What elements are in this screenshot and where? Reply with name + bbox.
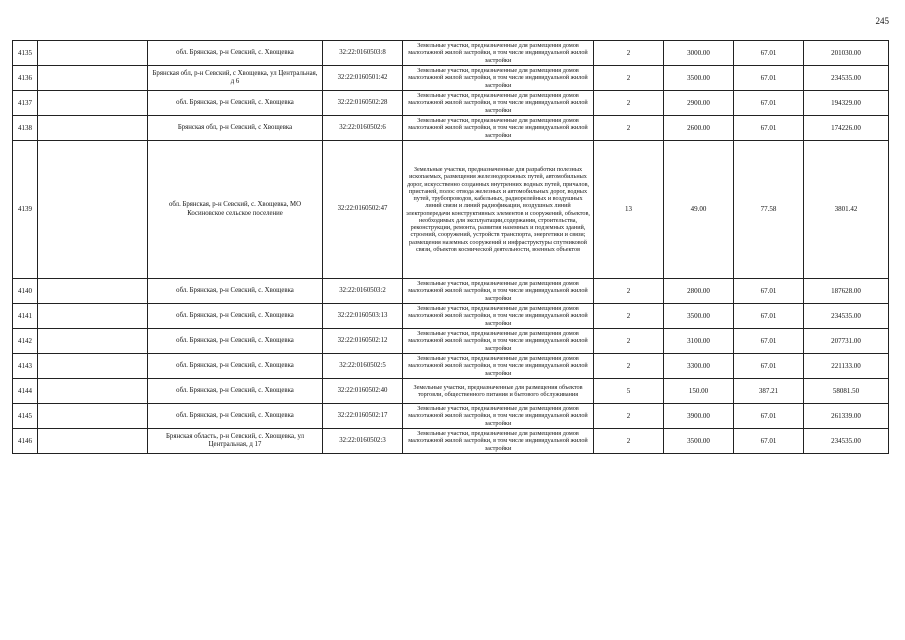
row-cadastral-number: 32:22:0160503:8 <box>323 41 403 66</box>
row-area: 2900.00 <box>664 91 734 116</box>
row-cadastral-value: 234535.00 <box>804 304 889 329</box>
row-area: 49.00 <box>664 141 734 279</box>
table-row <box>13 404 889 429</box>
row-land-purpose: Земельные участки, предназначенные для размещения домов малоэтажной жилой застройки, в том числе индивидуальной жилой застройки <box>403 329 594 354</box>
row-rate: 67.01 <box>734 41 804 66</box>
row-empty-cell <box>38 304 148 329</box>
row-address: обл. Брянская, р-н Севский, с. Хвощевка <box>148 41 323 66</box>
row-area: 3500.00 <box>664 66 734 91</box>
row-number: 4138 <box>13 116 38 141</box>
row-cadastral-number: 32:22:0160502:5 <box>323 354 403 379</box>
row-address: обл. Брянская, р-н Севский, с. Хвощевка <box>148 279 323 304</box>
row-address: обл. Брянская, р-н Севский, с. Хвощевка <box>148 354 323 379</box>
row-group: 2 <box>594 304 664 329</box>
row-number: 4144 <box>13 379 38 404</box>
row-cadastral-value: 201030.00 <box>804 41 889 66</box>
row-rate: 67.01 <box>734 91 804 116</box>
row-rate: 67.01 <box>734 429 804 454</box>
row-number: 4141 <box>13 304 38 329</box>
row-empty-cell <box>38 116 148 141</box>
row-cadastral-number: 32:22:0160503:2 <box>323 279 403 304</box>
row-land-purpose: Земельные участки, предназначенные для размещения объектов торговли, общественного питания и бытового обслуживания <box>403 379 594 404</box>
table-row <box>13 91 889 116</box>
row-land-purpose: Земельные участки, предназначенные для размещения домов малоэтажной жилой застройки, в том числе индивидуальной жилой застройки <box>403 304 594 329</box>
row-empty-cell <box>38 41 148 66</box>
row-address: Брянская область, р-н Севский, с. Хвощевка, ул Центральная, д 17 <box>148 429 323 454</box>
cadastral-value-table <box>12 40 889 454</box>
row-area: 2800.00 <box>664 279 734 304</box>
page-number: 245 <box>875 16 889 26</box>
row-group: 2 <box>594 66 664 91</box>
row-cadastral-value: 58081.50 <box>804 379 889 404</box>
row-empty-cell <box>38 329 148 354</box>
row-cadastral-number: 32:22:0160502:12 <box>323 329 403 354</box>
row-area: 2600.00 <box>664 116 734 141</box>
row-group: 2 <box>594 279 664 304</box>
row-address: обл. Брянская, р-н Севский, с. Хвощевка <box>148 329 323 354</box>
row-group: 2 <box>594 91 664 116</box>
row-empty-cell <box>38 379 148 404</box>
row-number: 4146 <box>13 429 38 454</box>
row-address: обл. Брянская, р-н Севский, с. Хвощевка <box>148 379 323 404</box>
row-empty-cell <box>38 66 148 91</box>
row-empty-cell <box>38 279 148 304</box>
row-rate: 67.01 <box>734 279 804 304</box>
row-area: 3500.00 <box>664 304 734 329</box>
row-cadastral-number: 32:22:0160501:42 <box>323 66 403 91</box>
row-rate: 67.01 <box>734 116 804 141</box>
row-land-purpose: Земельные участки, предназначенные для размещения домов малоэтажной жилой застройки, в том числе индивидуальной жилой застройки <box>403 354 594 379</box>
row-rate: 67.01 <box>734 66 804 91</box>
row-cadastral-value: 221133.00 <box>804 354 889 379</box>
row-rate: 77.58 <box>734 141 804 279</box>
row-cadastral-value: 234535.00 <box>804 66 889 91</box>
table-row <box>13 354 889 379</box>
row-number: 4137 <box>13 91 38 116</box>
table-row <box>13 279 889 304</box>
row-area: 3900.00 <box>664 404 734 429</box>
row-cadastral-value: 187628.00 <box>804 279 889 304</box>
row-group: 2 <box>594 329 664 354</box>
row-cadastral-value: 207731.00 <box>804 329 889 354</box>
row-area: 3300.00 <box>664 354 734 379</box>
row-rate: 67.01 <box>734 404 804 429</box>
row-cadastral-number: 32:22:0160502:6 <box>323 116 403 141</box>
row-address: Брянская обл, р-н Севский, с Хвощевка <box>148 116 323 141</box>
row-group: 5 <box>594 379 664 404</box>
row-cadastral-number: 32:22:0160502:3 <box>323 429 403 454</box>
row-land-purpose: Земельные участки, предназначенные для размещения домов малоэтажной жилой застройки, в том числе индивидуальной жилой застройки <box>403 279 594 304</box>
row-area: 3000.00 <box>664 41 734 66</box>
row-cadastral-number: 32:22:0160502:47 <box>323 141 403 279</box>
row-land-purpose: Земельные участки, предназначенные для размещения домов малоэтажной жилой застройки, в том числе индивидуальной жилой застройки <box>403 404 594 429</box>
row-rate: 67.01 <box>734 329 804 354</box>
row-cadastral-number: 32:22:0160503:13 <box>323 304 403 329</box>
row-land-purpose: Земельные участки, предназначенные для размещения домов малоэтажной жилой застройки, в том числе индивидуальной жилой застройки <box>403 41 594 66</box>
row-empty-cell <box>38 91 148 116</box>
table-row <box>13 304 889 329</box>
row-group: 13 <box>594 141 664 279</box>
row-area: 150.00 <box>664 379 734 404</box>
row-rate: 387.21 <box>734 379 804 404</box>
table-row <box>13 429 889 454</box>
row-number: 4143 <box>13 354 38 379</box>
row-area: 3100.00 <box>664 329 734 354</box>
row-cadastral-number: 32:22:0160502:28 <box>323 91 403 116</box>
row-number: 4140 <box>13 279 38 304</box>
row-address: обл. Брянская, р-н Севский, с. Хвощевка <box>148 91 323 116</box>
row-number: 4142 <box>13 329 38 354</box>
row-address: обл. Брянская, р-н Севский, с. Хвощевка, МО Косиновское сельское поселение <box>148 141 323 279</box>
row-group: 2 <box>594 41 664 66</box>
table-row <box>13 41 889 66</box>
row-empty-cell <box>38 429 148 454</box>
table-row <box>13 66 889 91</box>
row-land-purpose: Земельные участки, предназначенные для размещения домов малоэтажной жилой застройки, в том числе индивидуальной жилой застройки <box>403 91 594 116</box>
row-land-purpose: Земельные участки, предназначенные для размещения домов малоэтажной жилой застройки, в том числе индивидуальной жилой застройки <box>403 66 594 91</box>
table-row <box>13 379 889 404</box>
row-empty-cell <box>38 404 148 429</box>
row-group: 2 <box>594 404 664 429</box>
row-cadastral-value: 3801.42 <box>804 141 889 279</box>
row-land-purpose: Земельные участки, предназначенные для размещения домов малоэтажной жилой застройки, в том числе индивидуальной жилой застройки <box>403 429 594 454</box>
row-group: 2 <box>594 354 664 379</box>
row-rate: 67.01 <box>734 354 804 379</box>
row-group: 2 <box>594 116 664 141</box>
row-land-purpose: Земельные участки, предназначенные для разработки полезных ископаемых, размещения железнодорожных путей, автомобильных дорог, искусственно созданных внутренних водных путей, причалов, пристаней, полос отвода железных и автомобильных дорог, водных путей, трубопроводов, кабельных, радиорелейных и воздушных линий связи и линий радиофикации, воздушных линий электропередачи конструктивных элементов и сооружений, объектов, необходимых для эксплуатации,содержания, строительства, реконструкции, ремонта, развития наземных и подземных зданий, строений, сооружений, устройств транспорта, энергетики и связи; размещения наземных сооружений и инфраструктуры спутниковой связи, объектов космической деятельности, военных объектов <box>403 141 594 279</box>
row-cadastral-value: 194329.00 <box>804 91 889 116</box>
row-number: 4135 <box>13 41 38 66</box>
row-land-purpose: Земельные участки, предназначенные для размещения домов малоэтажной жилой застройки, в том числе индивидуальной жилой застройки <box>403 116 594 141</box>
row-rate: 67.01 <box>734 304 804 329</box>
row-number: 4136 <box>13 66 38 91</box>
row-cadastral-value: 234535.00 <box>804 429 889 454</box>
row-address: обл. Брянская, р-н Севский, с. Хвощевка <box>148 404 323 429</box>
table-row <box>13 141 889 279</box>
row-cadastral-value: 174226.00 <box>804 116 889 141</box>
row-address: обл. Брянская, р-н Севский, с. Хвощевка <box>148 304 323 329</box>
row-address: Брянская обл, р-н Севский, с Хвощевка, ул Центральная, д 6 <box>148 66 323 91</box>
row-number: 4139 <box>13 141 38 279</box>
table-row <box>13 329 889 354</box>
row-empty-cell <box>38 141 148 279</box>
row-cadastral-number: 32:22:0160502:17 <box>323 404 403 429</box>
row-empty-cell <box>38 354 148 379</box>
table-row <box>13 116 889 141</box>
row-cadastral-number: 32:22:0160502:40 <box>323 379 403 404</box>
table-body <box>13 41 889 454</box>
row-cadastral-value: 261339.00 <box>804 404 889 429</box>
row-number: 4145 <box>13 404 38 429</box>
row-area: 3500.00 <box>664 429 734 454</box>
row-group: 2 <box>594 429 664 454</box>
